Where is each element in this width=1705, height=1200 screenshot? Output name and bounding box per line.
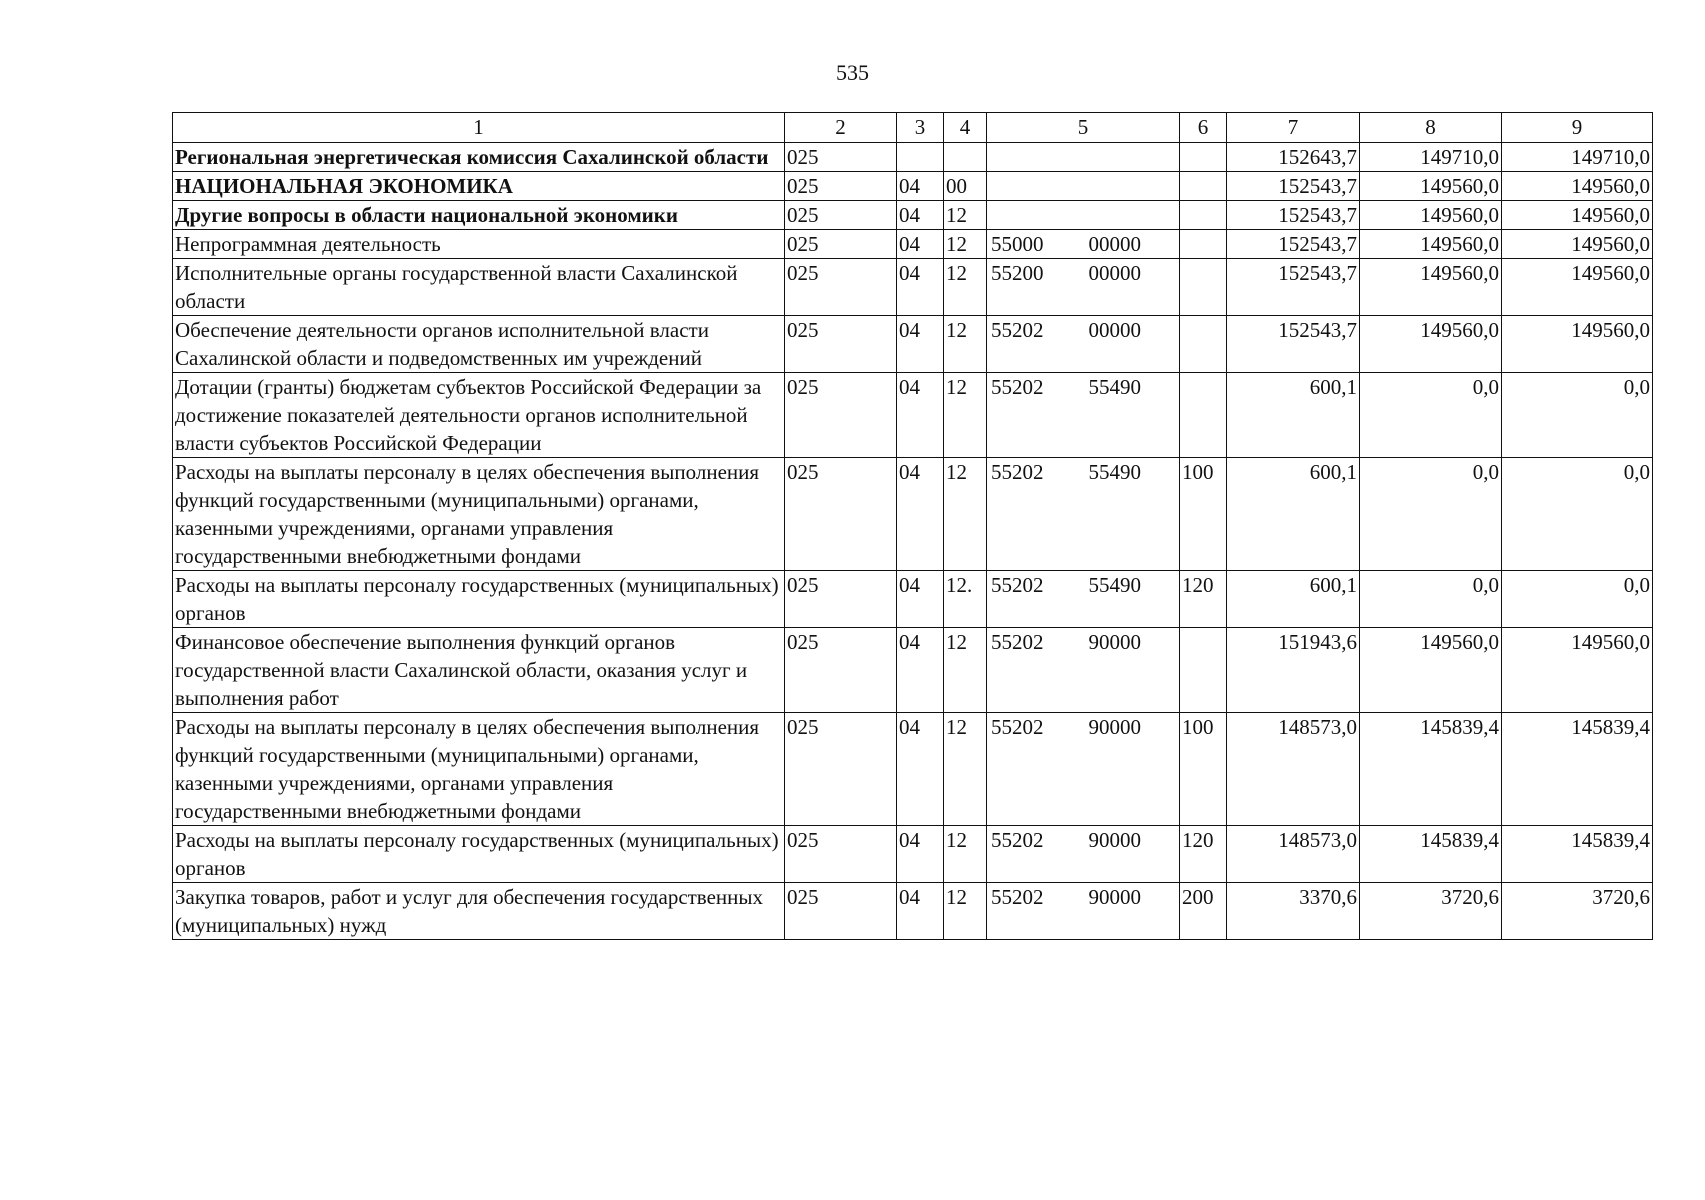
target-article-parts <box>989 230 1177 258</box>
amount-col7: 600,1 <box>1227 373 1360 458</box>
target-article-program: 55202 <box>991 573 1044 597</box>
table-row <box>173 316 1653 373</box>
amount-col7: 152543,7 <box>1227 230 1360 259</box>
amount-col8: 149560,0 <box>1360 230 1502 259</box>
grbs-code: 025 <box>785 628 897 713</box>
grbs-code: 025 <box>785 826 897 883</box>
table-row <box>173 230 1653 259</box>
table-row <box>173 628 1653 713</box>
target-article-direction: 00000 <box>1088 318 1141 342</box>
section-code: 04 <box>897 201 944 230</box>
amount-col9: 149560,0 <box>1502 230 1653 259</box>
target-article-code <box>987 373 1180 458</box>
table-body <box>173 143 1653 940</box>
expense-type-code: 100 <box>1180 458 1227 571</box>
amount-col7: 600,1 <box>1227 458 1360 571</box>
grbs-code: 025 <box>785 883 897 940</box>
target-article-direction: 55490 <box>1088 573 1141 597</box>
grbs-code: 025 <box>785 713 897 826</box>
target-article-code <box>987 172 1180 201</box>
target-article-code <box>987 316 1180 373</box>
amount-col8: 149710,0 <box>1360 143 1502 172</box>
target-article-parts <box>989 628 1177 656</box>
subsection-code: 12 <box>944 713 987 826</box>
expense-type-code: 120 <box>1180 571 1227 628</box>
amount-col8: 149560,0 <box>1360 172 1502 201</box>
expense-type-code <box>1180 201 1227 230</box>
target-article-program: 55202 <box>991 375 1044 399</box>
section-code: 04 <box>897 883 944 940</box>
amount-col8: 0,0 <box>1360 373 1502 458</box>
grbs-code: 025 <box>785 316 897 373</box>
grbs-code: 025 <box>785 571 897 628</box>
table-row <box>173 458 1653 571</box>
row-name: Другие вопросы в области национальной экономики <box>173 201 785 230</box>
amount-col9: 0,0 <box>1502 458 1653 571</box>
row-name: Расходы на выплаты персоналу государственных (муниципальных) органов <box>173 826 785 883</box>
amount-col9: 0,0 <box>1502 373 1653 458</box>
target-article-code <box>987 571 1180 628</box>
target-article-direction: 00000 <box>1088 232 1141 256</box>
amount-col7: 151943,6 <box>1227 628 1360 713</box>
target-article-program: 55202 <box>991 318 1044 342</box>
row-name: Дотации (гранты) бюджетам субъектов Российской Федерации за достижение показателей деятельности органов исполнительной власти субъектов Российской Федерации <box>173 373 785 458</box>
amount-col9: 149560,0 <box>1502 259 1653 316</box>
column-header: 2 <box>785 113 897 143</box>
amount-col7: 148573,0 <box>1227 713 1360 826</box>
column-header: 1 <box>173 113 785 143</box>
amount-col7: 600,1 <box>1227 571 1360 628</box>
target-article-program: 55202 <box>991 885 1044 909</box>
amount-col7: 152543,7 <box>1227 172 1360 201</box>
expense-type-code: 100 <box>1180 713 1227 826</box>
amount-col9: 149560,0 <box>1502 316 1653 373</box>
amount-col7: 152543,7 <box>1227 201 1360 230</box>
amount-col9: 145839,4 <box>1502 713 1653 826</box>
subsection-code: 12 <box>944 230 987 259</box>
expense-type-code <box>1180 316 1227 373</box>
subsection-code: 12 <box>944 259 987 316</box>
target-article-code <box>987 143 1180 172</box>
target-article-parts <box>989 883 1177 911</box>
amount-col8: 3720,6 <box>1360 883 1502 940</box>
section-code <box>897 143 944 172</box>
row-name: Закупка товаров, работ и услуг для обеспечения государственных (муниципальных) нужд <box>173 883 785 940</box>
row-name: Расходы на выплаты персоналу государственных (муниципальных) органов <box>173 571 785 628</box>
target-article-code <box>987 201 1180 230</box>
row-name: Расходы на выплаты персоналу в целях обеспечения выполнения функций государственными (муниципальными) органами, казенными учреждениями, органами управления государственными внебюджетными фондами <box>173 458 785 571</box>
row-name: Финансовое обеспечение выполнения функций органов государственной власти Сахалинской области, оказания услуг и выполнения работ <box>173 628 785 713</box>
table-row <box>173 201 1653 230</box>
row-name: Обеспечение деятельности органов исполнительной власти Сахалинской области и подведомственных им учреждений <box>173 316 785 373</box>
target-article-direction: 55490 <box>1088 375 1141 399</box>
amount-col7: 152543,7 <box>1227 316 1360 373</box>
expense-type-code <box>1180 230 1227 259</box>
subsection-code: 12 <box>944 458 987 571</box>
amount-col7: 152543,7 <box>1227 259 1360 316</box>
amount-col9: 3720,6 <box>1502 883 1653 940</box>
subsection-code: 12 <box>944 826 987 883</box>
column-header: 4 <box>944 113 987 143</box>
amount-col8: 149560,0 <box>1360 628 1502 713</box>
header-row <box>173 113 1653 143</box>
subsection-code <box>944 143 987 172</box>
target-article-code <box>987 259 1180 316</box>
column-header: 9 <box>1502 113 1653 143</box>
section-code: 04 <box>897 628 944 713</box>
section-code: 04 <box>897 713 944 826</box>
grbs-code: 025 <box>785 259 897 316</box>
amount-col7: 148573,0 <box>1227 826 1360 883</box>
table-row <box>173 883 1653 940</box>
amount-col8: 149560,0 <box>1360 316 1502 373</box>
subsection-code: 12 <box>944 201 987 230</box>
table-row <box>173 713 1653 826</box>
target-article-parts <box>989 373 1177 401</box>
row-name: Непрограммная деятельность <box>173 230 785 259</box>
section-code: 04 <box>897 316 944 373</box>
target-article-code <box>987 458 1180 571</box>
page-number: 535 <box>836 60 869 85</box>
table-row <box>173 259 1653 316</box>
target-article-parts <box>989 571 1177 599</box>
amount-col9: 145839,4 <box>1502 826 1653 883</box>
amount-col8: 145839,4 <box>1360 713 1502 826</box>
subsection-code: 12. <box>944 571 987 628</box>
table-row <box>173 571 1653 628</box>
expense-type-code <box>1180 143 1227 172</box>
column-header: 3 <box>897 113 944 143</box>
subsection-code: 12 <box>944 628 987 713</box>
section-code: 04 <box>897 571 944 628</box>
target-article-program: 55200 <box>991 261 1044 285</box>
row-name: Исполнительные органы государственной власти Сахалинской области <box>173 259 785 316</box>
amount-col8: 149560,0 <box>1360 201 1502 230</box>
target-article-program: 55202 <box>991 630 1044 654</box>
target-article-code <box>987 713 1180 826</box>
subsection-code: 12 <box>944 316 987 373</box>
target-article-parts <box>989 458 1177 486</box>
expense-type-code <box>1180 259 1227 316</box>
target-article-code <box>987 230 1180 259</box>
expense-type-code <box>1180 628 1227 713</box>
target-article-program: 55202 <box>991 460 1044 484</box>
amount-col7: 152643,7 <box>1227 143 1360 172</box>
amount-col7: 3370,6 <box>1227 883 1360 940</box>
grbs-code: 025 <box>785 373 897 458</box>
column-header: 6 <box>1180 113 1227 143</box>
section-code: 04 <box>897 230 944 259</box>
target-article-program: 55000 <box>991 232 1044 256</box>
grbs-code: 025 <box>785 143 897 172</box>
section-code: 04 <box>897 458 944 571</box>
grbs-code: 025 <box>785 458 897 571</box>
table-row <box>173 172 1653 201</box>
target-article-code <box>987 826 1180 883</box>
section-code: 04 <box>897 826 944 883</box>
target-article-parts <box>989 259 1177 287</box>
target-article-parts <box>989 713 1177 741</box>
column-header: 8 <box>1360 113 1502 143</box>
target-article-direction: 00000 <box>1088 261 1141 285</box>
row-name: Региональная энергетическая комиссия Сахалинской области <box>173 143 785 172</box>
amount-col9: 149560,0 <box>1502 201 1653 230</box>
target-article-direction: 55490 <box>1088 460 1141 484</box>
section-code: 04 <box>897 373 944 458</box>
table-row <box>173 143 1653 172</box>
section-code: 04 <box>897 259 944 316</box>
grbs-code: 025 <box>785 172 897 201</box>
amount-col9: 149560,0 <box>1502 172 1653 201</box>
subsection-code: 00 <box>944 172 987 201</box>
table-row <box>173 373 1653 458</box>
column-header: 5 <box>987 113 1180 143</box>
grbs-code: 025 <box>785 230 897 259</box>
row-name: Расходы на выплаты персоналу в целях обеспечения выполнения функций государственными (муниципальными) органами, казенными учреждениями, органами управления государственными внебюджетными фондами <box>173 713 785 826</box>
amount-col9: 0,0 <box>1502 571 1653 628</box>
table-row <box>173 826 1653 883</box>
amount-col9: 149560,0 <box>1502 628 1653 713</box>
target-article-program: 55202 <box>991 828 1044 852</box>
subsection-code: 12 <box>944 373 987 458</box>
expense-type-code <box>1180 172 1227 201</box>
target-article-code <box>987 883 1180 940</box>
target-article-parts <box>989 826 1177 854</box>
target-article-parts <box>989 316 1177 344</box>
grbs-code: 025 <box>785 201 897 230</box>
target-article-program: 55202 <box>991 715 1044 739</box>
row-name: НАЦИОНАЛЬНАЯ ЭКОНОМИКА <box>173 172 785 201</box>
expense-type-code: 120 <box>1180 826 1227 883</box>
target-article-code <box>987 628 1180 713</box>
target-article-direction: 90000 <box>1088 885 1141 909</box>
amount-col9: 149710,0 <box>1502 143 1653 172</box>
amount-col8: 0,0 <box>1360 458 1502 571</box>
target-article-direction: 90000 <box>1088 630 1141 654</box>
expense-type-code <box>1180 373 1227 458</box>
target-article-direction: 90000 <box>1088 828 1141 852</box>
section-code: 04 <box>897 172 944 201</box>
amount-col8: 0,0 <box>1360 571 1502 628</box>
column-header: 7 <box>1227 113 1360 143</box>
subsection-code: 12 <box>944 883 987 940</box>
budget-table <box>172 112 1653 940</box>
amount-col8: 149560,0 <box>1360 259 1502 316</box>
expense-type-code: 200 <box>1180 883 1227 940</box>
amount-col8: 145839,4 <box>1360 826 1502 883</box>
target-article-direction: 90000 <box>1088 715 1141 739</box>
